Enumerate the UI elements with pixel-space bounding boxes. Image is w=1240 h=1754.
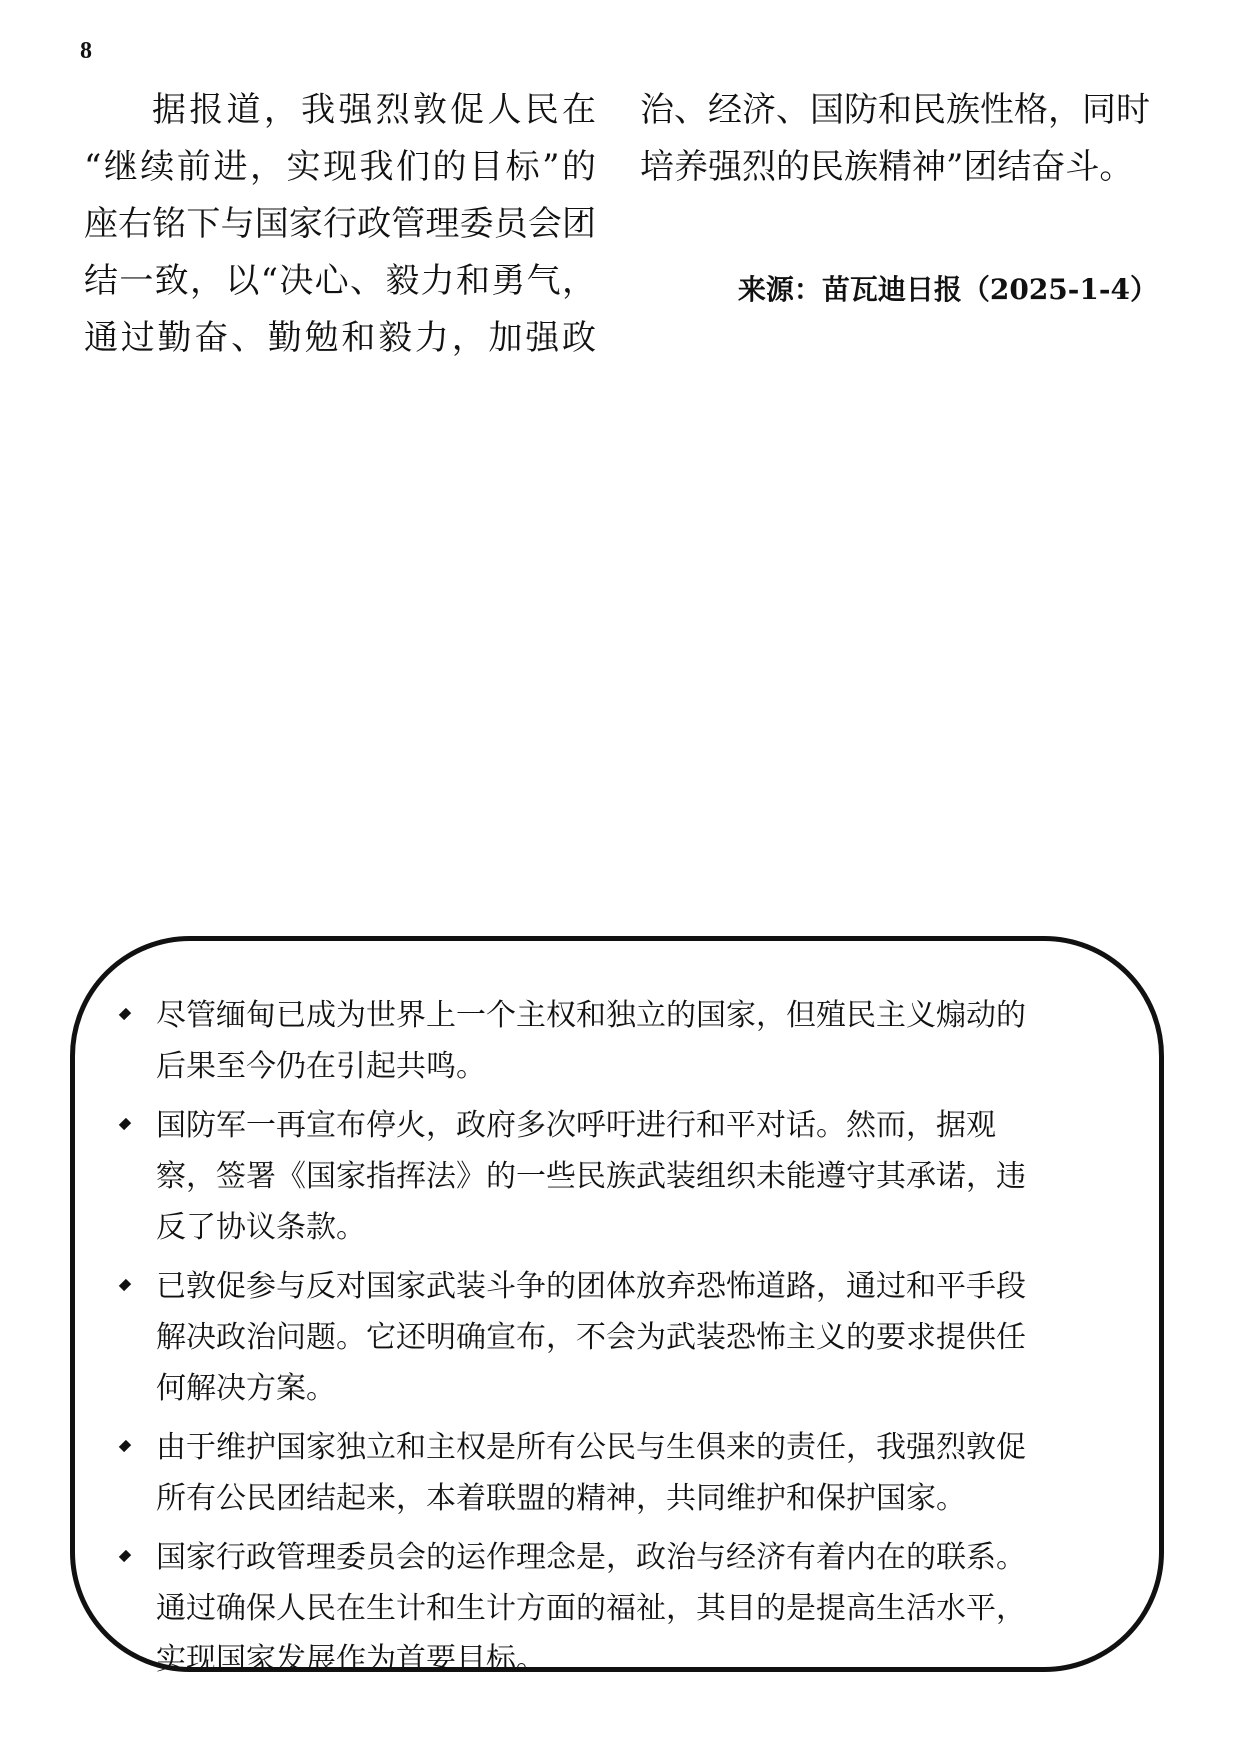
diamond-bullet-icon [119, 1118, 131, 1130]
summary-line: 由于维护国家独立和主权是所有公民与生俱来的责任，我强烈敦促 [156, 1430, 1026, 1465]
article-line: 通过勤奋、勤勉和毅力，加强政 [84, 318, 596, 358]
summary-line: 国防军一再宣布停火，政府多次呼吁进行和平对话。然而，据观 [156, 1108, 996, 1143]
summary-line: 实现国家发展作为首要目标。 [156, 1642, 546, 1677]
summary-line: 解决政治问题。它还明确宣布，不会为武装恐怖主义的要求提供任 [156, 1320, 1026, 1355]
summary-line: 已敦促参与反对国家武装斗争的团体放弃恐怖道路，通过和平手段 [156, 1269, 1026, 1304]
article-line: “继续前进，实现我们的目标”的 [84, 147, 596, 187]
summary-line: 反了协议条款。 [156, 1210, 366, 1245]
article-line: 座右铭下与国家行政管理委员会团 [84, 204, 596, 244]
summary-line: 国家行政管理委员会的运作理念是，政治与经济有着内在的联系。 [156, 1540, 1026, 1575]
summary-item [118, 990, 1138, 1092]
article-right-column [640, 82, 1160, 367]
summary-item [118, 1100, 1138, 1253]
summary-list [118, 990, 1138, 1693]
article-left-column [84, 82, 596, 367]
article-line: 据报道，我强烈敦促人民在 [152, 90, 596, 130]
summary-line: 尽管缅甸已成为世界上一个主权和独立的国家，但殖民主义煽动的 [156, 998, 1026, 1033]
diamond-bullet-icon [119, 1279, 131, 1291]
summary-line: 察，签署《国家指挥法》的一些民族武装组织未能遵守其承诺，违 [156, 1159, 1026, 1194]
article-text [84, 82, 1160, 367]
article-line: 治、经济、国防和民族性格，同时 [640, 90, 1150, 130]
article-source: 来源：苗瓦迪日报（2025-1-4） [737, 273, 1158, 306]
summary-item [118, 1532, 1138, 1685]
diamond-bullet-icon [119, 1550, 131, 1562]
article-line: 结一致，以“决心、毅力和勇气， [84, 261, 596, 301]
summary-item [118, 1261, 1138, 1414]
summary-line: 后果至今仍在引起共鸣。 [156, 1049, 486, 1084]
diamond-bullet-icon [119, 1440, 131, 1452]
page-number: 8 [80, 38, 92, 64]
summary-line: 通过确保人民在生计和生计方面的福祉，其目的是提高生活水平， [156, 1591, 1026, 1626]
summary-line: 所有公民团结起来，本着联盟的精神，共同维护和保护国家。 [156, 1481, 966, 1516]
summary-line: 何解决方案。 [156, 1371, 336, 1406]
diamond-bullet-icon [119, 1008, 131, 1020]
article-line: 培养强烈的民族精神”团结奋斗。 [640, 147, 1134, 187]
summary-item [118, 1422, 1138, 1524]
